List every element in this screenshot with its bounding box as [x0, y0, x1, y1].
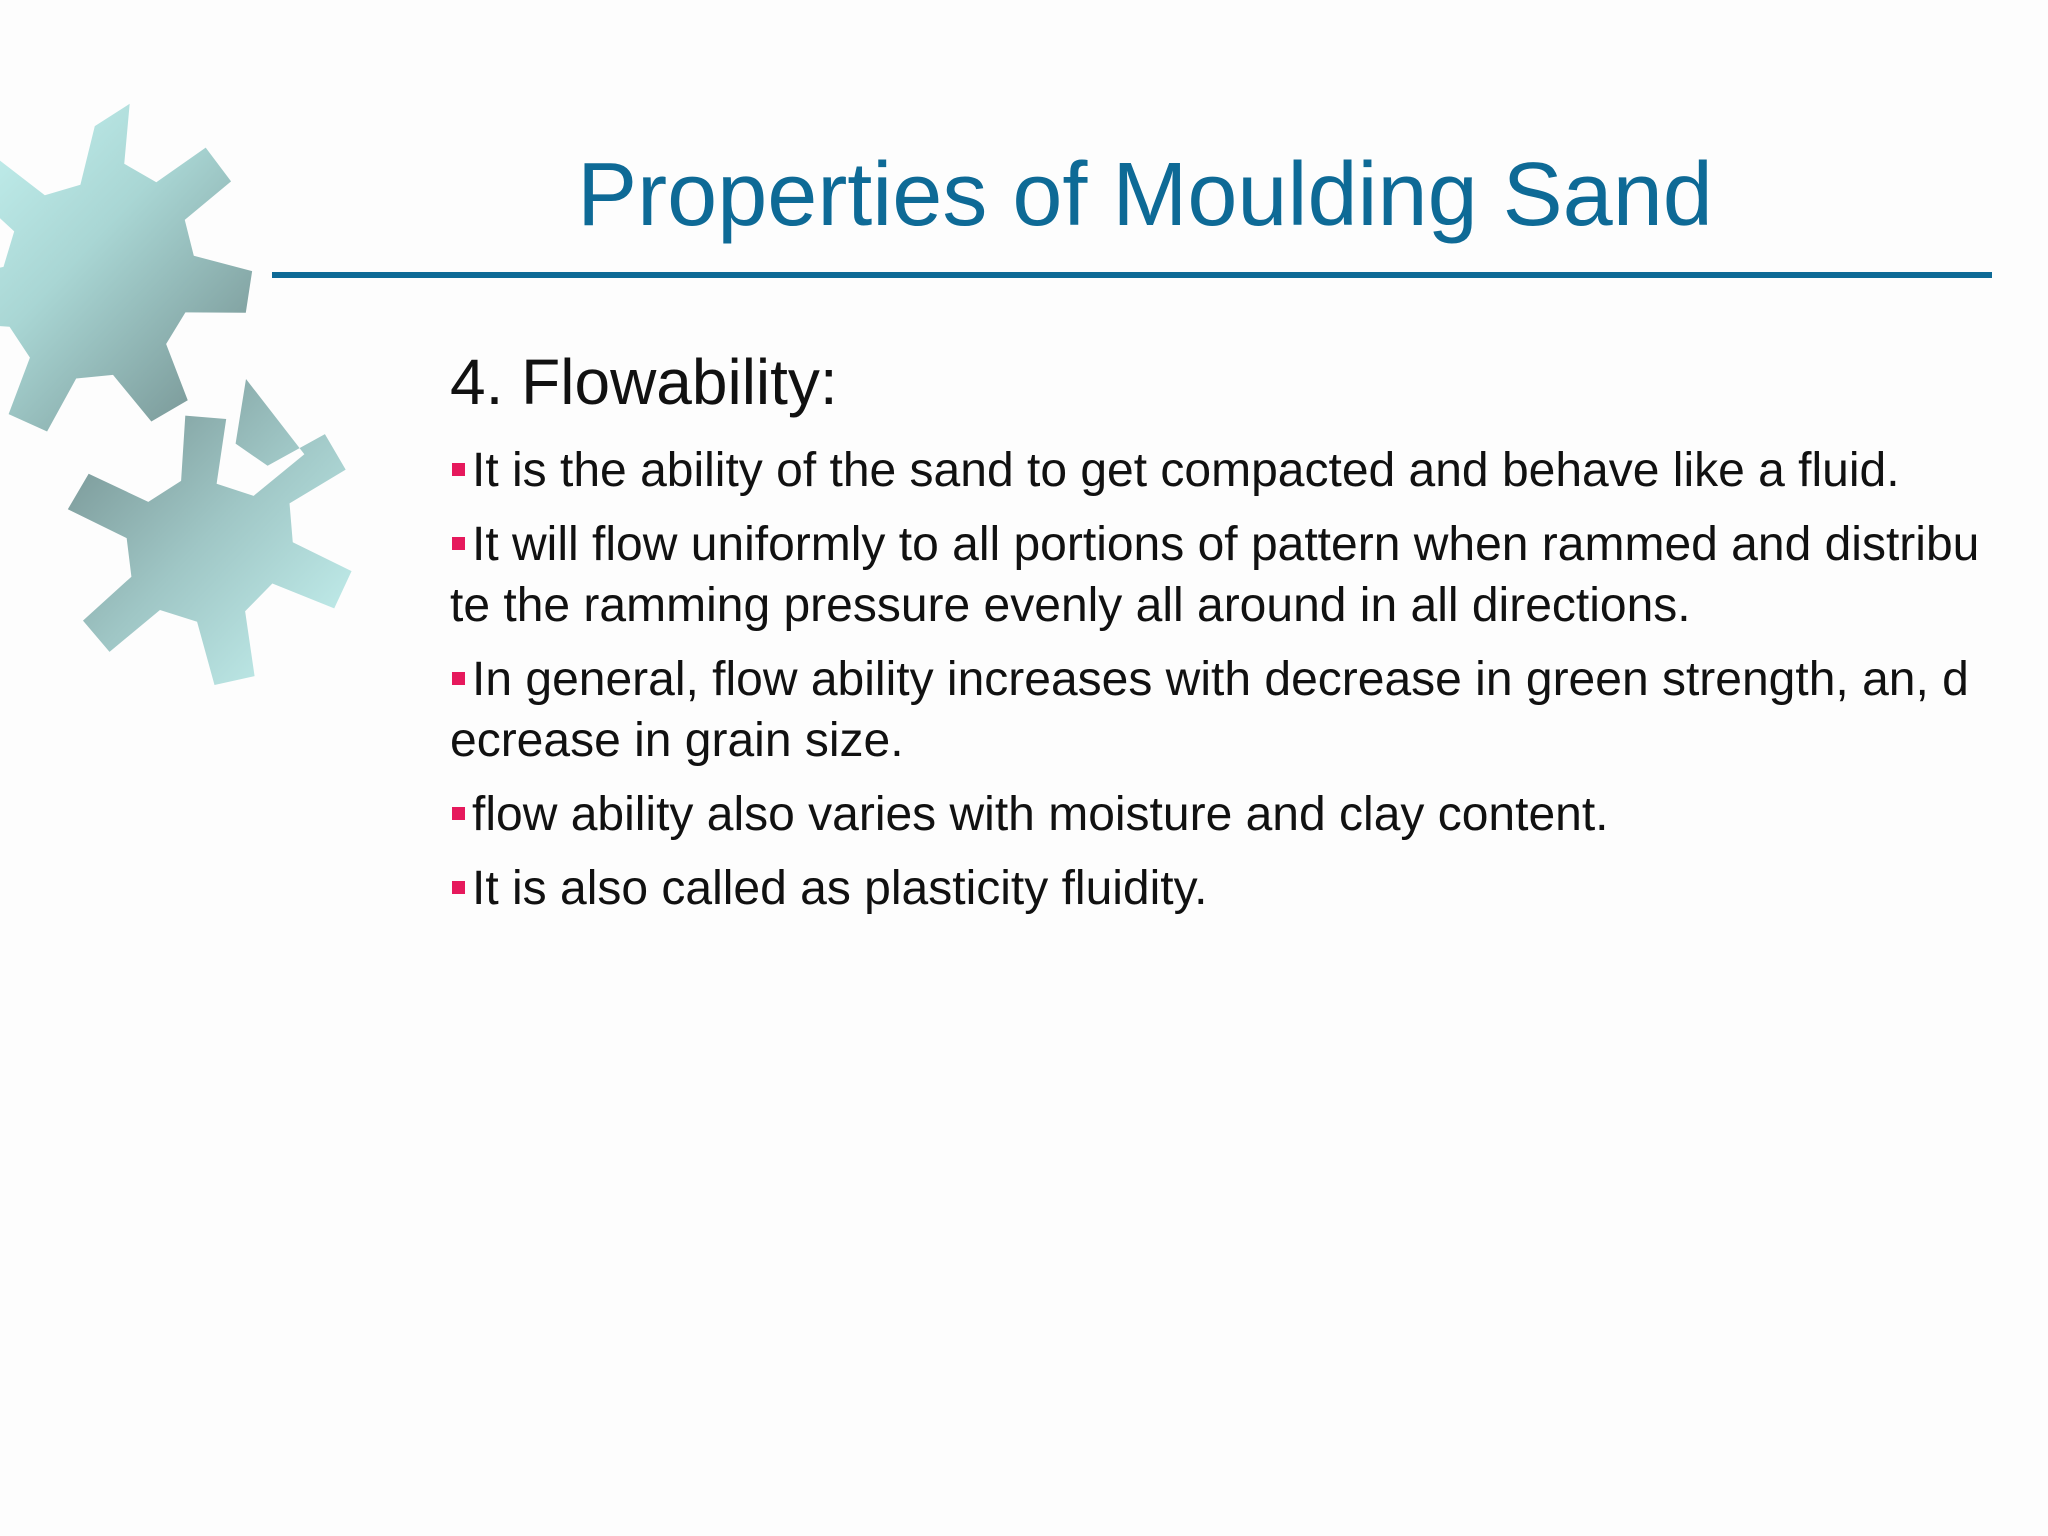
- bullet-text: In general, flow ability increases with decrease in green strength, an, decrease in grain size.: [450, 653, 1969, 767]
- square-bullet-icon: [452, 807, 465, 820]
- title-divider: [272, 272, 1992, 278]
- bullet-item: [450, 440, 1980, 501]
- slide-body: [450, 340, 1980, 932]
- square-bullet-icon: [452, 672, 465, 685]
- bullet-text: It is the ability of the sand to get compacted and behave like a fluid.: [472, 444, 1900, 497]
- bullet-item: [450, 784, 1980, 845]
- bullet-text: flow ability also varies with moisture and clay content.: [472, 788, 1609, 841]
- slide-title: Properties of Moulding Sand: [577, 145, 1713, 245]
- gears-icon: [0, 0, 430, 770]
- bullet-item: [450, 858, 1980, 919]
- bullet-item: [450, 649, 1980, 771]
- gear-top-icon: [0, 104, 252, 432]
- section-heading: 4. Flowability:: [450, 346, 838, 418]
- square-bullet-icon: [452, 881, 465, 894]
- bullet-item: [450, 514, 1980, 636]
- square-bullet-icon: [452, 537, 465, 550]
- bullet-text: It is also called as plasticity fluidity.: [472, 862, 1208, 915]
- bullet-list: [450, 440, 1980, 919]
- bullet-text: It will flow uniformly to all portions of pattern when rammed and distribute the ramming pressure evenly all around in all directions.: [450, 518, 1980, 632]
- square-bullet-icon: [452, 463, 465, 476]
- gear-bottom-icon: [68, 379, 352, 685]
